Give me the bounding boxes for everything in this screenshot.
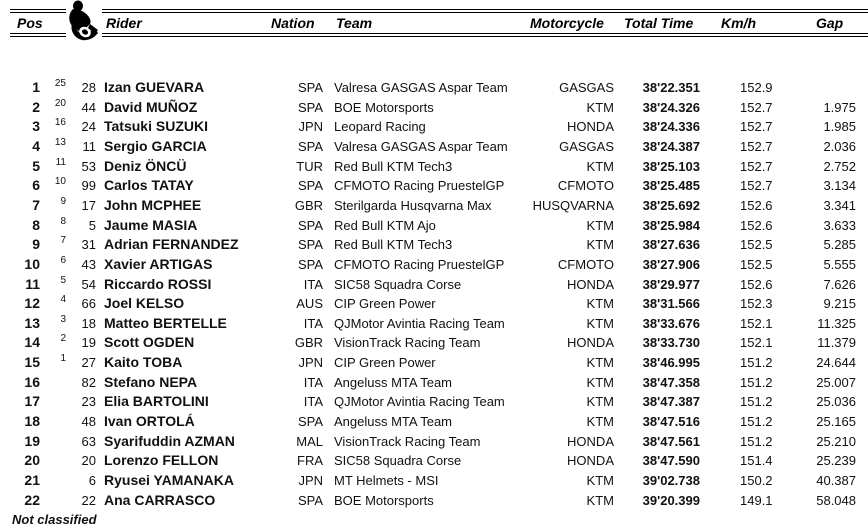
- row-speed-kmh: 152.3: [740, 296, 773, 312]
- row-rider-number: 11: [82, 138, 96, 154]
- row-rider-number: 43: [81, 256, 96, 272]
- row-position: 8: [32, 216, 40, 233]
- row-motorcycle: KTM: [586, 492, 614, 508]
- header-gap: Gap: [816, 15, 844, 31]
- row-total-time: 38'27.636: [642, 237, 700, 253]
- row-motorcycle: HUSQVARNA: [532, 197, 614, 213]
- row-total-time: 38'47.387: [642, 394, 700, 410]
- row-points: 11: [55, 156, 66, 168]
- row-points: 1: [60, 353, 66, 365]
- header-top-rule-right-2: [102, 12, 868, 13]
- table-row: [0, 432, 868, 451]
- row-gap: 11.325: [817, 315, 856, 331]
- row-nation: ITA: [303, 374, 323, 390]
- row-speed-kmh: 151.2: [740, 394, 773, 410]
- row-gap: 25.210: [816, 433, 856, 449]
- row-total-time: 38'25.103: [642, 158, 700, 174]
- table-row: [0, 216, 868, 235]
- table-row: [0, 98, 868, 117]
- row-motorcycle: KTM: [586, 217, 614, 233]
- row-motorcycle: KTM: [586, 99, 614, 115]
- row-motorcycle: KTM: [586, 414, 614, 430]
- table-row: [0, 353, 868, 372]
- row-nation: JPN: [298, 473, 323, 488]
- row-speed-kmh: 150.2: [740, 473, 773, 488]
- table-row: [0, 333, 868, 352]
- header-nation: Nation: [271, 15, 315, 31]
- row-gap: 1.975: [823, 99, 856, 115]
- header-bottom-rule-left-1: [10, 33, 66, 34]
- row-rider-name: Elia BARTOLINI: [104, 393, 209, 410]
- row-rider-name: Kaito TOBA: [104, 354, 183, 371]
- row-team: Red Bull KTM Tech3: [334, 237, 453, 253]
- row-position: 14: [24, 334, 40, 351]
- table-row: [0, 491, 868, 510]
- table-row: [0, 392, 868, 411]
- row-total-time: 38'25.692: [642, 197, 700, 213]
- row-gap: 2.752: [823, 158, 856, 174]
- table-row: [0, 235, 868, 254]
- header-bottom-rule-right-2: [102, 36, 868, 37]
- row-total-time: 38'47.590: [642, 453, 700, 469]
- row-motorcycle: CFMOTO: [557, 256, 614, 272]
- row-speed-kmh: 152.7: [740, 119, 773, 135]
- row-rider-number: 22: [81, 492, 96, 508]
- row-nation: TUR: [296, 158, 323, 174]
- row-nation: GBR: [294, 197, 323, 213]
- row-nation: SPA: [297, 99, 323, 115]
- row-nation: AUS: [296, 296, 323, 312]
- row-total-time: 38'47.516: [642, 414, 700, 430]
- row-rider-name: David MUÑOZ: [104, 98, 198, 115]
- row-total-time: 38'22.351: [642, 80, 700, 95]
- row-position: 10: [24, 255, 40, 272]
- row-nation: SPA: [297, 414, 323, 430]
- row-rider-number: 54: [81, 276, 96, 292]
- row-nation: SPA: [297, 492, 323, 508]
- row-gap: 3.341: [823, 197, 856, 213]
- row-position: 18: [24, 413, 40, 430]
- row-rider-name: Jaume MASIA: [104, 216, 198, 233]
- row-position: 5: [32, 157, 40, 174]
- row-position: 11: [25, 275, 40, 292]
- row-team: BOE Motorsports: [334, 492, 434, 508]
- table-row: [0, 137, 868, 156]
- row-rider-number: 31: [81, 237, 96, 253]
- row-total-time: 38'25.984: [642, 217, 700, 233]
- row-rider-name: Izan GUEVARA: [104, 79, 205, 95]
- row-gap: 25.036: [816, 394, 856, 410]
- row-position: 20: [24, 452, 40, 469]
- row-rider-number: 6: [88, 473, 96, 488]
- row-rider-number: 99: [81, 178, 96, 194]
- row-motorcycle: KTM: [586, 355, 614, 371]
- row-position: 3: [32, 118, 40, 135]
- row-motorcycle: CFMOTO: [557, 178, 614, 194]
- row-gap: 7.626: [823, 276, 856, 292]
- row-speed-kmh: 152.6: [740, 217, 773, 233]
- row-rider-number: 82: [81, 374, 96, 390]
- row-team: Leopard Racing: [334, 119, 426, 135]
- row-speed-kmh: 152.9: [740, 80, 773, 95]
- row-total-time: 38'24.336: [642, 119, 700, 135]
- row-total-time: 38'29.977: [642, 276, 700, 292]
- row-rider-name: Joel KELSO: [104, 295, 185, 312]
- row-rider-number: 20: [81, 453, 96, 469]
- row-gap: 2.036: [823, 138, 856, 154]
- row-position: 15: [24, 354, 40, 371]
- row-motorcycle: GASGAS: [559, 80, 614, 95]
- row-speed-kmh: 151.4: [740, 453, 773, 469]
- row-gap: 1.985: [823, 119, 856, 135]
- row-nation: SPA: [297, 256, 323, 272]
- row-rider-name: Matteo BERTELLE: [104, 314, 227, 331]
- row-nation: ITA: [303, 276, 323, 292]
- header-rider: Rider: [106, 15, 142, 31]
- row-position: 16: [24, 373, 40, 390]
- row-total-time: 38'24.326: [642, 99, 700, 115]
- row-rider-number: 28: [81, 80, 96, 95]
- row-rider-number: 18: [81, 315, 96, 331]
- row-rider-name: Ana CARRASCO: [104, 491, 216, 508]
- table-row: [0, 196, 868, 215]
- row-position: 17: [24, 393, 40, 410]
- row-position: 21: [24, 472, 40, 488]
- row-team: Red Bull KTM Tech3: [334, 158, 453, 174]
- row-rider-number: 44: [81, 99, 96, 115]
- header-motorcycle: Motorcycle: [530, 15, 604, 31]
- row-team: SIC58 Squadra Corse: [334, 453, 462, 469]
- row-gap: 58.048: [816, 492, 856, 508]
- row-gap: 11.379: [817, 335, 856, 351]
- row-team: Angeluss MTA Team: [334, 414, 453, 430]
- row-position: 1: [32, 79, 40, 95]
- row-speed-kmh: 152.5: [740, 256, 773, 272]
- row-team: Valresa GASGAS Aspar Team: [334, 138, 508, 154]
- row-speed-kmh: 151.2: [740, 414, 773, 430]
- row-points: 16: [54, 117, 66, 129]
- row-motorcycle: KTM: [586, 374, 614, 390]
- header-bottom-rule-right-1: [102, 33, 868, 34]
- header-top-rule-left-1: [10, 9, 66, 10]
- header-bottom-rule-left-2: [10, 36, 66, 37]
- row-rider-number: 66: [81, 296, 96, 312]
- row-nation: SPA: [297, 80, 323, 95]
- row-nation: JPN: [298, 119, 323, 135]
- table-row: [0, 78, 868, 97]
- row-total-time: 39'02.738: [642, 473, 700, 488]
- row-speed-kmh: 152.5: [740, 237, 773, 253]
- row-rider-number: 53: [81, 158, 96, 174]
- row-nation: FRA: [297, 453, 323, 469]
- row-gap: 5.285: [823, 237, 856, 253]
- table-row: [0, 412, 868, 431]
- row-team: Red Bull KTM Ajo: [334, 217, 436, 233]
- row-speed-kmh: 152.1: [740, 335, 773, 351]
- row-speed-kmh: 152.6: [740, 197, 773, 213]
- row-rider-name: Deniz ÖNCÜ: [104, 157, 187, 174]
- row-speed-kmh: 152.7: [740, 158, 773, 174]
- row-nation: JPN: [298, 355, 323, 371]
- row-speed-kmh: 151.2: [740, 433, 773, 449]
- row-total-time: 38'46.995: [642, 355, 700, 371]
- row-motorcycle: HONDA: [567, 433, 614, 449]
- row-motorcycle: HONDA: [567, 453, 614, 469]
- row-team: QJMotor Avintia Racing Team: [334, 394, 505, 410]
- row-team: CIP Green Power: [334, 296, 436, 312]
- row-team: SIC58 Squadra Corse: [334, 276, 462, 292]
- row-motorcycle: KTM: [586, 473, 614, 488]
- row-rider-name: Scott OGDEN: [104, 334, 195, 351]
- row-points: 7: [60, 235, 66, 247]
- row-position: 22: [24, 491, 40, 508]
- row-gap: 25.165: [816, 414, 856, 430]
- row-rider-number: 19: [81, 335, 96, 351]
- row-position: 7: [32, 196, 40, 213]
- row-speed-kmh: 152.7: [740, 178, 773, 194]
- row-speed-kmh: 149.1: [740, 492, 773, 508]
- row-team: VisionTrack Racing Team: [334, 433, 481, 449]
- row-team: BOE Motorsports: [334, 99, 434, 115]
- table-row: [0, 451, 868, 470]
- row-rider-number: 23: [81, 394, 96, 410]
- row-total-time: 38'47.561: [642, 433, 700, 449]
- table-row: [0, 294, 868, 313]
- row-rider-name: Sergio GARCIA: [104, 137, 207, 154]
- row-points: 20: [54, 97, 66, 109]
- row-team: CIP Green Power: [334, 355, 436, 371]
- row-speed-kmh: 152.7: [740, 138, 773, 154]
- table-row: [0, 373, 868, 392]
- row-motorcycle: KTM: [586, 296, 614, 312]
- row-rider-number: 27: [81, 355, 96, 371]
- row-rider-name: Carlos TATAY: [104, 177, 194, 194]
- table-row: [0, 117, 868, 136]
- row-gap: 3.134: [823, 178, 856, 194]
- row-motorcycle: HONDA: [567, 119, 614, 135]
- table-row: [0, 275, 868, 294]
- row-rider-name: Ryusei YAMANAKA: [104, 472, 234, 488]
- row-rider-name: Riccardo ROSSI: [104, 275, 212, 292]
- row-rider-number: 48: [81, 414, 96, 430]
- row-points: 2: [60, 333, 66, 345]
- row-points: 10: [54, 176, 66, 188]
- row-total-time: 39'20.399: [642, 492, 700, 508]
- row-position: 19: [24, 432, 40, 449]
- row-nation: MAL: [296, 433, 323, 449]
- row-rider-name: Syarifuddin AZMAN: [104, 432, 235, 449]
- row-total-time: 38'24.387: [642, 138, 700, 154]
- row-rider-number: 5: [88, 217, 96, 233]
- row-total-time: 38'25.485: [642, 178, 700, 194]
- row-points: 8: [60, 215, 66, 227]
- row-points: 3: [60, 313, 66, 325]
- row-position: 4: [32, 137, 40, 154]
- row-nation: SPA: [297, 178, 323, 194]
- row-team: VisionTrack Racing Team: [334, 335, 481, 351]
- row-total-time: 38'33.676: [642, 315, 700, 331]
- row-team: Angeluss MTA Team: [334, 374, 453, 390]
- row-team: Valresa GASGAS Aspar Team: [334, 80, 508, 95]
- table-row: [0, 255, 868, 274]
- row-position: 6: [32, 177, 40, 194]
- row-nation: SPA: [297, 138, 323, 154]
- row-speed-kmh: 152.1: [740, 315, 773, 331]
- row-points: 4: [60, 294, 66, 306]
- row-speed-kmh: 151.2: [740, 374, 773, 390]
- row-speed-kmh: 152.7: [740, 99, 773, 115]
- row-points: 13: [54, 136, 66, 148]
- row-rider-name: Ivan ORTOLÁ: [104, 413, 195, 430]
- header-top-rule-right-1: [102, 9, 868, 10]
- row-nation: GBR: [294, 335, 323, 351]
- row-speed-kmh: 151.2: [740, 355, 773, 371]
- header-top-rule-left-2: [10, 12, 66, 13]
- row-gap: 25.239: [816, 453, 856, 469]
- row-rider-name: John MCPHEE: [104, 196, 202, 213]
- row-gap: 25.007: [816, 374, 856, 390]
- row-position: 2: [32, 98, 40, 115]
- row-points: 9: [60, 195, 66, 207]
- header-pos: Pos: [17, 15, 43, 31]
- row-points: 5: [60, 274, 66, 286]
- header-total-time: Total Time: [624, 15, 694, 31]
- row-rider-name: Adrian FERNANDEZ: [104, 236, 239, 253]
- row-nation: ITA: [303, 394, 323, 410]
- row-team: MT Helmets - MSI: [334, 473, 439, 488]
- row-position: 12: [24, 295, 40, 312]
- row-rider-name: Xavier ARTIGAS: [104, 255, 213, 272]
- row-team: CFMOTO Racing PruestelGP: [334, 178, 505, 194]
- row-gap: 5.555: [823, 256, 856, 272]
- row-position: 13: [24, 314, 40, 331]
- row-total-time: 38'31.566: [642, 296, 700, 312]
- row-motorcycle: GASGAS: [559, 138, 614, 154]
- row-nation: ITA: [303, 315, 323, 331]
- header-kmh: Km/h: [721, 15, 756, 31]
- row-rider-number: 17: [81, 197, 96, 213]
- not-classified-heading: Not classified: [12, 512, 97, 527]
- row-motorcycle: HONDA: [567, 335, 614, 351]
- row-rider-number: 63: [81, 433, 96, 449]
- row-rider-number: 24: [81, 119, 96, 135]
- table-row: [0, 471, 868, 490]
- table-row: [0, 314, 868, 333]
- row-gap: 3.633: [823, 217, 856, 233]
- row-nation: SPA: [297, 237, 323, 253]
- row-motorcycle: KTM: [586, 158, 614, 174]
- row-position: 9: [32, 236, 40, 253]
- row-motorcycle: KTM: [586, 394, 614, 410]
- row-points: 25: [54, 78, 66, 89]
- row-gap: 40.387: [816, 473, 856, 488]
- row-motorcycle: HONDA: [567, 276, 614, 292]
- row-gap: 24.644: [816, 355, 856, 371]
- row-rider-name: Stefano NEPA: [104, 373, 198, 390]
- row-points: 6: [60, 254, 66, 266]
- motorcycle-rider-icon: [64, 0, 104, 44]
- table-row: [0, 157, 868, 176]
- row-total-time: 38'27.906: [642, 256, 700, 272]
- row-total-time: 38'47.358: [642, 374, 700, 390]
- row-motorcycle: KTM: [586, 237, 614, 253]
- row-team: Sterilgarda Husqvarna Max: [334, 197, 492, 213]
- row-rider-name: Tatsuki SUZUKI: [104, 118, 208, 135]
- row-nation: SPA: [297, 217, 323, 233]
- row-team: QJMotor Avintia Racing Team: [334, 315, 505, 331]
- row-total-time: 38'33.730: [642, 335, 700, 351]
- row-team: CFMOTO Racing PruestelGP: [334, 256, 505, 272]
- row-motorcycle: KTM: [586, 315, 614, 331]
- table-row: [0, 176, 868, 195]
- row-speed-kmh: 152.6: [740, 276, 773, 292]
- row-rider-name: Lorenzo FELLON: [104, 452, 219, 469]
- row-gap: 9.215: [823, 296, 856, 312]
- header-team: Team: [336, 15, 373, 31]
